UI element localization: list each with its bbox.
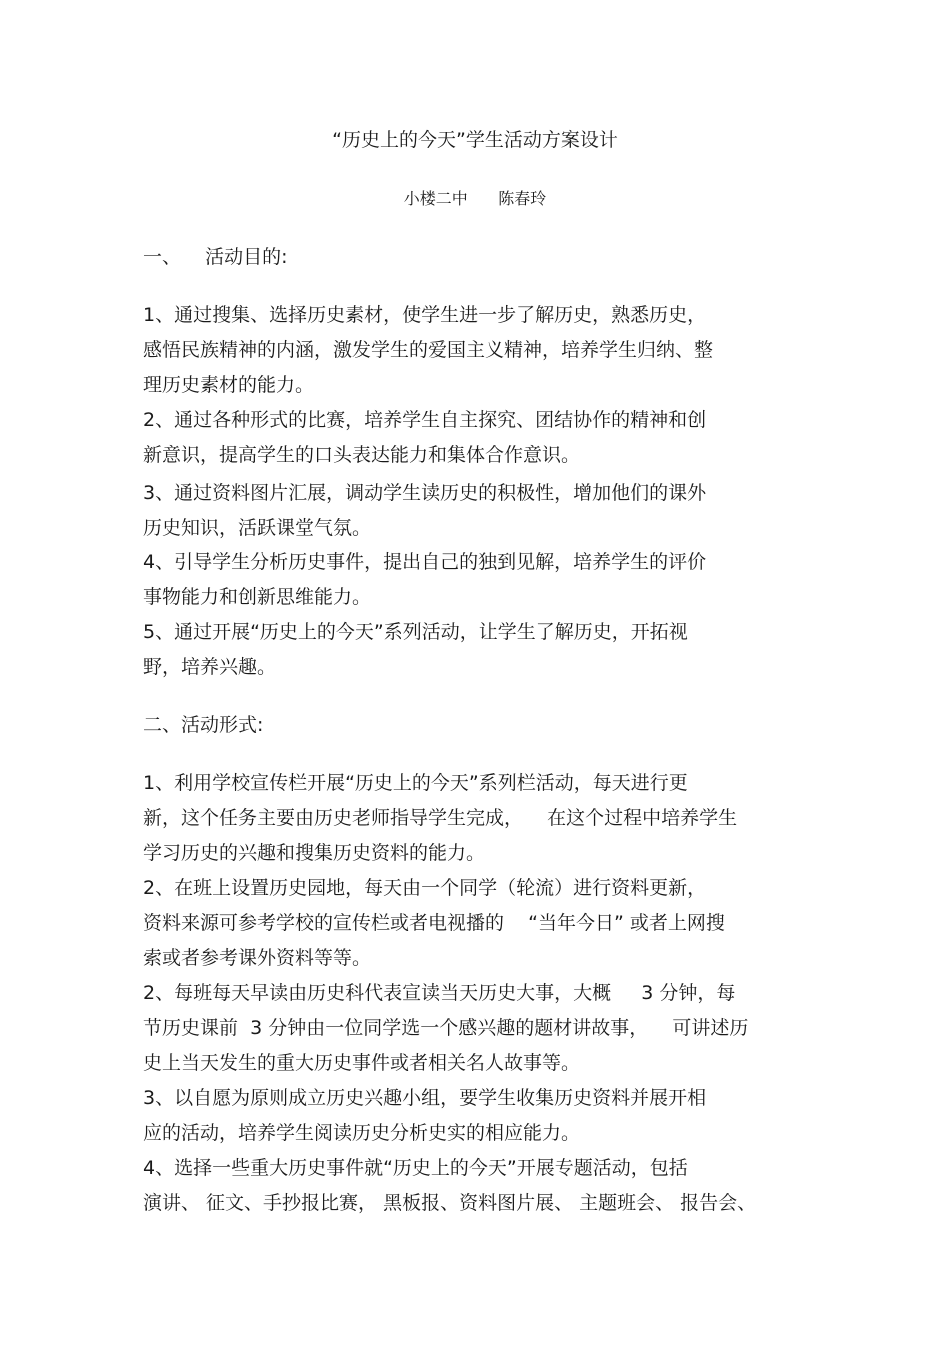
section-2-line: 节历史课前 3 分钟由一位同学选一个感兴趣的题材讲故事， 可讲述历 xyxy=(143,1017,749,1039)
section-1-line: 感悟民族精神的内涵，激发学生的爱国主义精神，培养学生归纳、整 xyxy=(143,339,714,361)
section-2-line: 应的活动，培养学生阅读历史分析史实的相应能力。 xyxy=(143,1122,581,1144)
author-line: 小楼二中 陈春玲 xyxy=(403,189,547,208)
section-1-line: 3、通过资料图片汇展，调动学生读历史的积极性，增加他们的课外 xyxy=(143,482,707,504)
section-2-line: 史上当天发生的重大历史事件或者相关名人故事等。 xyxy=(143,1052,581,1074)
section-2-line: 2、每班每天早读由历史科代表宣读当天历史大事，大概 3 分钟，每 xyxy=(143,982,736,1004)
section-2-line: 2、在班上设置历史园地，每天由一个同学（轮流）进行资料更新， xyxy=(143,877,707,899)
section-1-line: 4、引导学生分析历史事件，提出自己的独到见解，培养学生的评价 xyxy=(143,551,707,573)
section-1-line: 野，培养兴趣。 xyxy=(143,656,277,678)
section-2-line: 索或者参考课外资料等等。 xyxy=(143,947,372,969)
section-1-line: 理历史素材的能力。 xyxy=(143,374,315,396)
section-2-line: 资料来源可参考学校的宣传栏或者电视播的 “当年今日” 或者上网搜 xyxy=(143,912,725,934)
section-2-line: 演讲、 征文、手抄报比赛， 黑板报、资料图片展、 主题班会、 报告会、 xyxy=(143,1192,757,1214)
section-1-heading: 一、 活动目的: xyxy=(143,246,288,268)
section-2-heading: 二、活动形式: xyxy=(143,714,264,736)
section-1-line: 1、通过搜集、选择历史素材，使学生进一步了解历史，熟悉历史， xyxy=(143,304,707,326)
section-1-line: 事物能力和创新思维能力。 xyxy=(143,586,372,608)
section-2-line: 3、以自愿为原则成立历史兴趣小组，要学生收集历史资料并展开相 xyxy=(143,1087,707,1109)
section-2-line: 1、利用学校宣传栏开展“历史上的今天”系列栏活动，每天进行更 xyxy=(143,772,688,794)
section-1-line: 5、通过开展“历史上的今天”系列活动，让学生了解历史，开拓视 xyxy=(143,621,688,643)
section-2-line: 新，这个任务主要由历史老师指导学生完成， 在这个过程中培养学生 xyxy=(143,807,738,829)
section-2-line: 4、选择一些重大历史事件就“历史上的今天”开展专题活动，包括 xyxy=(143,1157,688,1179)
section-2-line: 学习历史的兴趣和搜集历史资料的能力。 xyxy=(143,842,486,864)
section-1-line: 历史知识，活跃课堂气氛。 xyxy=(143,517,372,539)
section-1-line: 新意识，提高学生的口头表达能力和集体合作意识。 xyxy=(143,444,581,466)
document-title: “历史上的今天”学生活动方案设计 xyxy=(332,129,618,151)
section-1-line: 2、通过各种形式的比赛，培养学生自主探究、团结协作的精神和创 xyxy=(143,409,707,431)
